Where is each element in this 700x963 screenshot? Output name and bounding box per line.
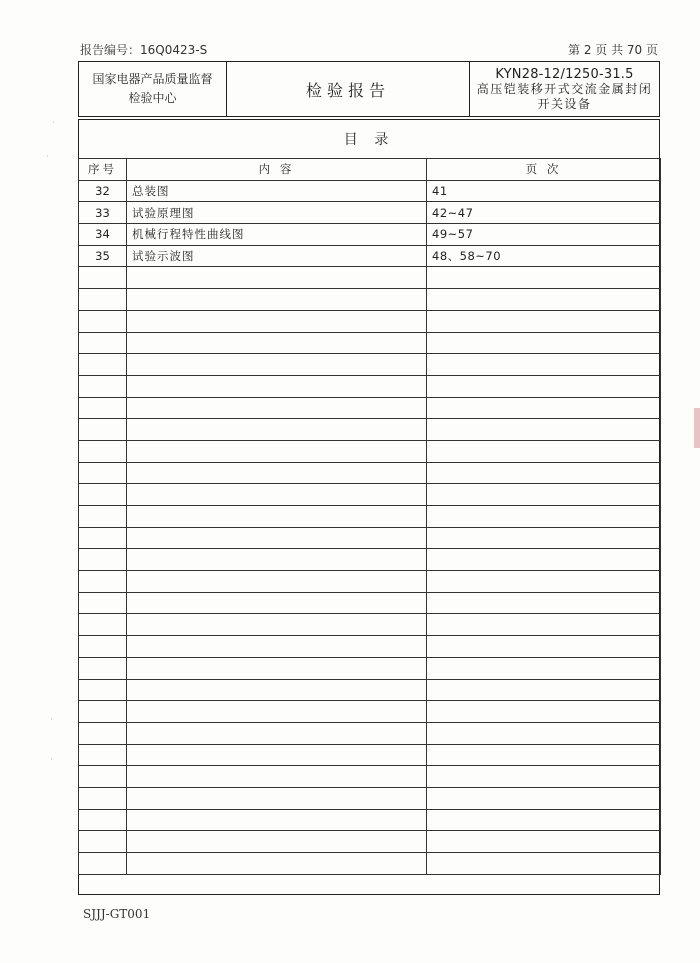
- toc-row: [79, 202, 661, 224]
- toc-row-content: [127, 375, 427, 397]
- toc-row-index: [79, 397, 127, 419]
- product-name-line1: 高压铠装移开式交流金属封闭: [476, 81, 653, 96]
- toc-row: [79, 506, 661, 528]
- toc-row-content: [127, 289, 427, 311]
- toc-row: [79, 419, 661, 441]
- toc-row-page: [427, 419, 661, 441]
- toc-row-content: [127, 657, 427, 679]
- toc-row-page: [427, 375, 661, 397]
- toc-row-page: 49~57: [427, 224, 661, 246]
- toc-row-content: [127, 397, 427, 419]
- toc-row-content: [127, 787, 427, 809]
- toc-row-index: [79, 744, 127, 766]
- toc-row: [79, 549, 661, 571]
- toc-row: [79, 289, 661, 311]
- toc-row-content: [127, 332, 427, 354]
- toc-row-page: [427, 289, 661, 311]
- report-number: 报告编号：16Q0423-S: [80, 43, 208, 57]
- toc-row-index: [79, 484, 127, 506]
- toc-row: [79, 636, 661, 658]
- toc-row-index: [79, 527, 127, 549]
- toc-row-page: [427, 831, 661, 853]
- toc-row-content: [127, 440, 427, 462]
- toc-row-index: [79, 375, 127, 397]
- toc-row: [79, 375, 661, 397]
- organization-cell: [79, 62, 227, 116]
- toc-row-content: [127, 636, 427, 658]
- toc-row-page: [427, 332, 661, 354]
- toc-row-page: [427, 614, 661, 636]
- toc-row-content: 机械行程特性曲线图: [127, 224, 427, 246]
- toc-row-index: [79, 289, 127, 311]
- toc-row-content: [127, 766, 427, 788]
- report-header: [78, 61, 660, 117]
- toc-row-page: [427, 657, 661, 679]
- toc-row-index: [79, 354, 127, 376]
- toc-row: [79, 614, 661, 636]
- toc-row-page: [427, 853, 661, 875]
- toc-row-content: [127, 354, 427, 376]
- toc-row-content: [127, 571, 427, 593]
- toc-row-index: 35: [79, 245, 127, 267]
- form-code: SJJJ-GT001: [83, 907, 151, 921]
- toc-row-page: [427, 636, 661, 658]
- toc-row-page: [427, 310, 661, 332]
- org-name-line1: 国家电器产品质量监督: [92, 72, 213, 86]
- toc-row: [79, 310, 661, 332]
- toc-row: [79, 657, 661, 679]
- toc-row-index: [79, 571, 127, 593]
- toc-row-page: 48、58~70: [427, 245, 661, 267]
- toc-row: [79, 571, 661, 593]
- toc-row: [79, 267, 661, 289]
- toc-row-content: [127, 506, 427, 528]
- toc-row-page: [427, 744, 661, 766]
- toc-row-page: [427, 679, 661, 701]
- toc-row-content: [127, 267, 427, 289]
- toc-row-page: [427, 354, 661, 376]
- toc-row-index: [79, 701, 127, 723]
- toc-row-index: 32: [79, 180, 127, 202]
- toc-row: [79, 853, 661, 875]
- toc-title: 目 录: [343, 132, 395, 148]
- toc-row-index: [79, 722, 127, 744]
- toc-row-index: [79, 267, 127, 289]
- toc-row: [79, 679, 661, 701]
- toc-row-content: [127, 592, 427, 614]
- toc-row-index: 33: [79, 202, 127, 224]
- toc-row-page: [427, 440, 661, 462]
- toc-row-content: [127, 614, 427, 636]
- toc-row: [79, 831, 661, 853]
- toc-row: [79, 224, 661, 246]
- toc-row-page: [427, 722, 661, 744]
- toc-row-index: [79, 636, 127, 658]
- toc-row-index: [79, 549, 127, 571]
- toc-row: [79, 722, 661, 744]
- toc-row-content: [127, 853, 427, 875]
- toc-row-page: [427, 809, 661, 831]
- toc-row-page: [427, 787, 661, 809]
- toc-row-page: [427, 701, 661, 723]
- scan-mark: ·: [46, 152, 49, 162]
- toc-row-index: [79, 679, 127, 701]
- toc-row: [79, 332, 661, 354]
- toc-row-page: [427, 506, 661, 528]
- scan-mark: ·: [50, 755, 53, 765]
- toc-row-index: [79, 332, 127, 354]
- toc-row-content: [127, 462, 427, 484]
- column-header-page: 页 次: [427, 159, 661, 181]
- toc-row-content: [127, 809, 427, 831]
- toc-header-row: [79, 159, 661, 181]
- toc-row-content: [127, 310, 427, 332]
- toc-row-page: [427, 571, 661, 593]
- toc-row-index: [79, 310, 127, 332]
- toc-row: [79, 787, 661, 809]
- toc-row-content: [127, 831, 427, 853]
- toc-row-content: [127, 744, 427, 766]
- toc-row-index: [79, 809, 127, 831]
- scan-mark: ·: [52, 118, 55, 128]
- toc-row-page: [427, 462, 661, 484]
- document-title: 检验报告: [227, 62, 470, 116]
- toc-row-page: [427, 267, 661, 289]
- column-header-index: 序号: [79, 159, 127, 181]
- toc-row-page: 42~47: [427, 202, 661, 224]
- scan-edge-mark: [694, 408, 700, 448]
- toc-row: [79, 397, 661, 419]
- toc-row-page: [427, 527, 661, 549]
- toc-row-content: [127, 419, 427, 441]
- toc-row-index: [79, 853, 127, 875]
- toc-row-page: [427, 484, 661, 506]
- toc-row: [79, 592, 661, 614]
- toc-row-content: 总装图: [127, 180, 427, 202]
- toc-row-index: [79, 614, 127, 636]
- toc-row: [79, 484, 661, 506]
- toc-row-page: [427, 592, 661, 614]
- toc-row-index: 34: [79, 224, 127, 246]
- toc-row: [79, 245, 661, 267]
- toc-row-content: [127, 549, 427, 571]
- toc-row: [79, 744, 661, 766]
- toc-row-content: [127, 527, 427, 549]
- toc-row: [79, 701, 661, 723]
- toc-row-content: 试验示波图: [127, 245, 427, 267]
- toc-row: [79, 809, 661, 831]
- toc-row: [79, 462, 661, 484]
- product-cell: [470, 62, 659, 116]
- page-counter: 第 2 页 共 70 页: [568, 43, 658, 57]
- product-model: KYN28-12/1250-31.5: [495, 66, 634, 82]
- column-header-content: 内 容: [127, 159, 427, 181]
- toc-row-page: [427, 549, 661, 571]
- toc-row-content: [127, 484, 427, 506]
- scan-mark: ·: [50, 715, 53, 725]
- toc-section: [78, 119, 660, 895]
- toc-row: [79, 440, 661, 462]
- toc-body: [79, 180, 661, 874]
- toc-row-page: [427, 766, 661, 788]
- toc-row-page: 41: [427, 180, 661, 202]
- toc-row-index: [79, 506, 127, 528]
- toc-row-content: [127, 701, 427, 723]
- toc-row-content: [127, 679, 427, 701]
- toc-row-index: [79, 419, 127, 441]
- toc-row: [79, 354, 661, 376]
- toc-table: [78, 158, 661, 875]
- toc-row-index: [79, 766, 127, 788]
- toc-row: [79, 766, 661, 788]
- toc-row-index: [79, 657, 127, 679]
- product-name-line2: 开关设备: [537, 96, 592, 111]
- toc-row: [79, 180, 661, 202]
- toc-row-page: [427, 397, 661, 419]
- org-name-line2: 检验中心: [128, 91, 177, 105]
- toc-row-index: [79, 592, 127, 614]
- toc-row-index: [79, 831, 127, 853]
- toc-row-index: [79, 787, 127, 809]
- toc-row-index: [79, 440, 127, 462]
- toc-row-content: 试验原理图: [127, 202, 427, 224]
- toc-row-content: [127, 722, 427, 744]
- toc-row-index: [79, 462, 127, 484]
- toc-row: [79, 527, 661, 549]
